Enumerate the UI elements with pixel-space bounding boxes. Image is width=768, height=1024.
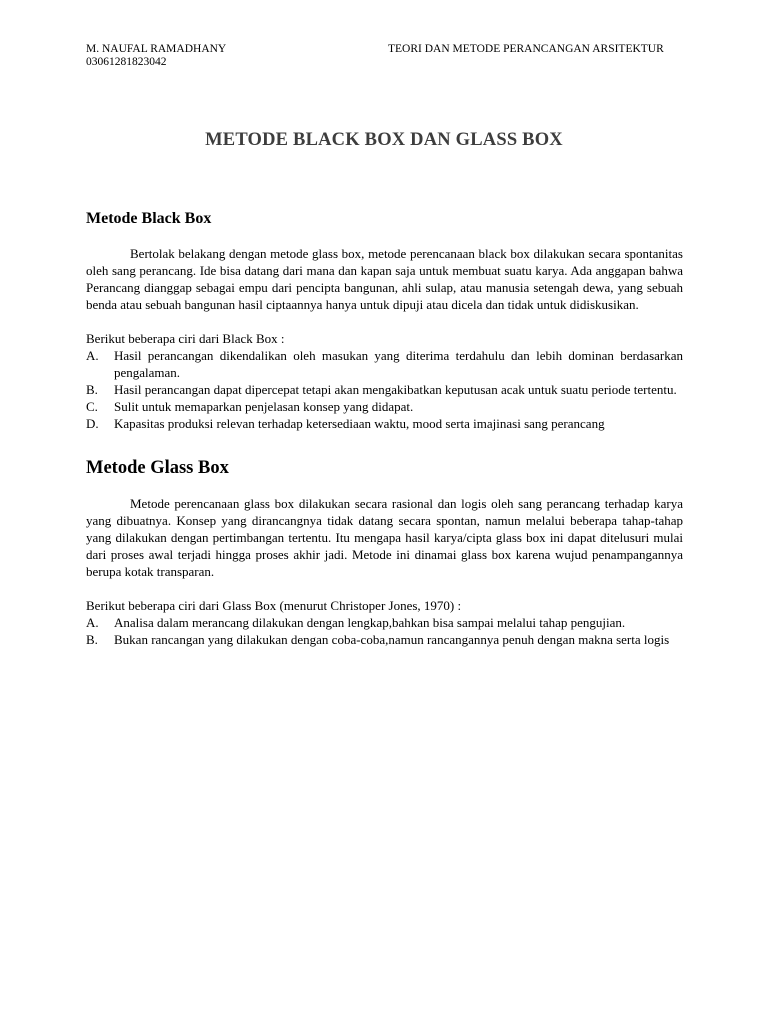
document-body	[86, 208, 683, 648]
list-item-text: Analisa dalam merancang dilakukan dengan lengkap,bahkan bisa sampai melalui tahap pengujian.	[114, 615, 626, 630]
list-item	[86, 631, 683, 648]
document-title: METODE BLACK BOX DAN GLASS BOX	[205, 130, 563, 150]
list-item-text: Kapasitas produksi relevan terhadap ketersediaan waktu, mood serta imajinasi sang perancang	[114, 416, 605, 431]
glass-box-section	[86, 456, 683, 648]
glass-box-list	[86, 614, 683, 648]
black-box-heading: Metode Black Box	[86, 210, 212, 227]
list-item-text: Bukan rancangan yang dilakukan dengan coba-coba,namun rancangannya penuh dengan makna serta logis	[114, 632, 670, 647]
list-marker: D.	[86, 416, 99, 431]
list-item-text: Hasil perancangan dapat dipercepat tetapi akan mengakibatkan keputusan acak untuk suatu periode tertentu.	[114, 382, 677, 397]
list-marker: A.	[86, 615, 99, 630]
header-student-id: 03061281823042	[86, 56, 167, 68]
list-marker: B.	[86, 382, 98, 397]
list-item	[86, 347, 683, 381]
list-marker: B.	[86, 632, 98, 647]
black-box-section	[86, 208, 683, 432]
header-author: M. NAUFAL RAMADHANY	[86, 43, 227, 55]
list-marker: C.	[86, 399, 98, 414]
list-marker: A.	[86, 348, 99, 363]
glass-box-paragraph: Metode perencanaan glass box dilakukan secara rasional dan logis oleh sang perancang terhadap karya yang dibuatnya. Konsep yang dirancangnya tidak datang secara spontan, namun melalui beberapa tahap-tahap yang dilakukan dengan pertimbangan tertentu. Itu mengapa hasil karya/cipta glass box ini dapat ditelusuri mulai dari proses awal terjadi hingga proses akhir jadi. Metode ini dinamai glass box karena wujud penampangannya berupa kotak transparan.	[86, 496, 683, 579]
black-box-list-intro: Berikut beberapa ciri dari Black Box :	[86, 331, 285, 346]
list-item-text: Sulit untuk memaparkan penjelasan konsep yang didapat.	[114, 399, 414, 414]
header-course: TEORI DAN METODE PERANCANGAN ARSITEKTUR	[388, 43, 664, 55]
list-item	[86, 415, 683, 432]
section-spacer	[86, 432, 683, 456]
list-item-text: Hasil perancangan dikendalikan oleh masukan yang diterima terdahulu dan lebih dominan berdasarkan pengalaman.	[114, 348, 683, 380]
list-item	[86, 381, 683, 398]
glass-box-heading: Metode Glass Box	[86, 458, 229, 478]
black-box-list	[86, 347, 683, 432]
glass-box-list-intro: Berikut beberapa ciri dari Glass Box (menurut Christoper Jones, 1970) :	[86, 598, 462, 613]
list-item	[86, 398, 683, 415]
black-box-paragraph: Bertolak belakang dengan metode glass box, metode perencanaan black box dilakukan secara spontanitas oleh sang perancang. Ide bisa datang dari mana dan kapan saja untuk membuat suatu karya. Ada anggapan bahwa Perancang dianggap sebagai empu dari pencipta bangunan, ahli sulap, atau manusia setengah dewa, yang sebuah benda atau sebuah bangunan hasil ciptaannya hanya untuk dipuji atau dicela dan tidak untuk didiskusikan.	[86, 246, 683, 312]
list-item	[86, 614, 683, 631]
